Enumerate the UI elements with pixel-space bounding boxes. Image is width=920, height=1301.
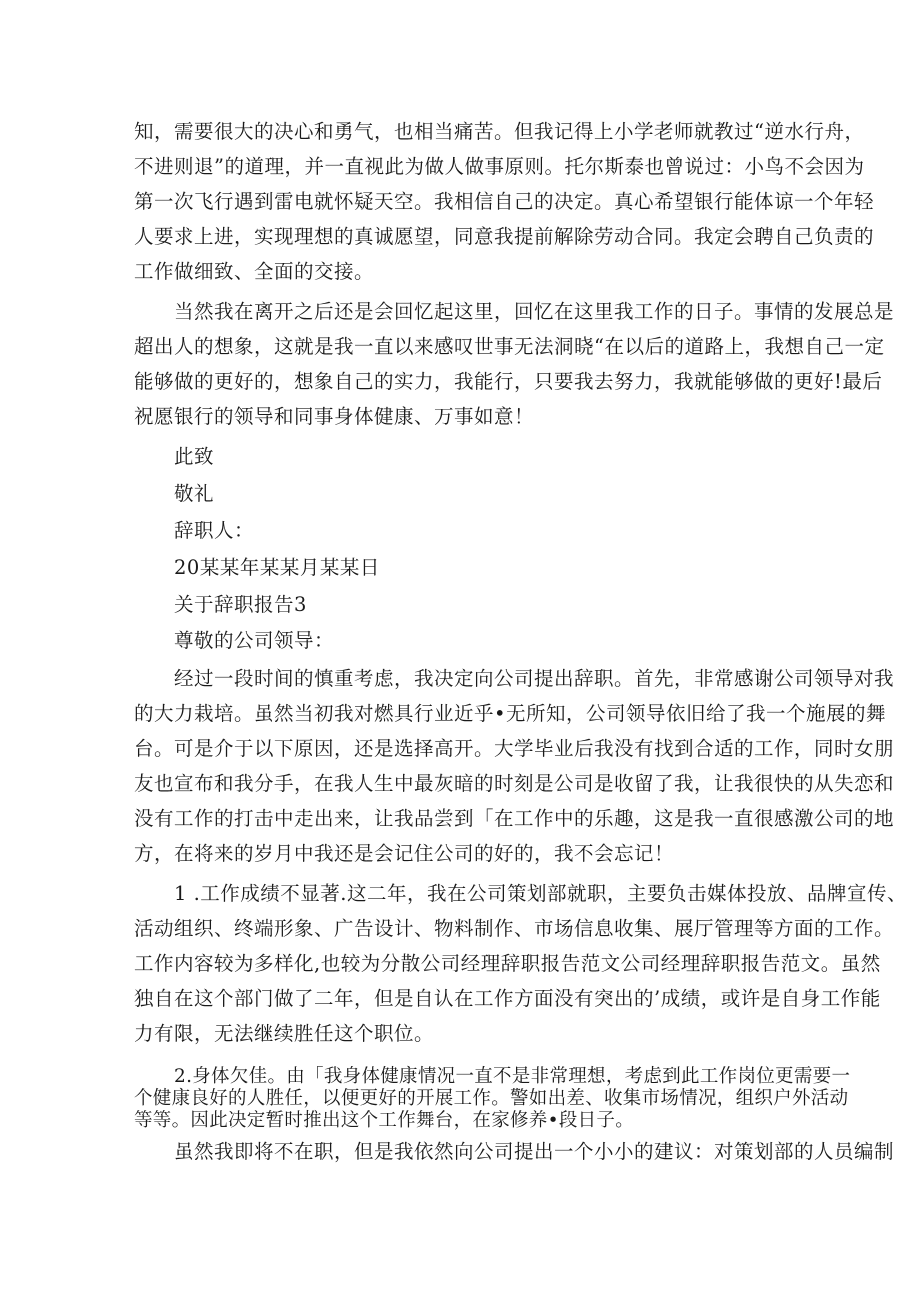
text-line: 没有工作的打击中走出来，让我品尝到「在工作中的乐趣，这是我一直很感激公司的地 (134, 807, 895, 830)
text-line: 1 .工作成绩不显著.这二年，我在公司策划部就职，主要负击媒体投放、品牌宣传、 (174, 882, 908, 905)
date-line: 20某某年某某月某某日 (174, 556, 380, 579)
text-line: 第一次飞行遇到雷电就怀疑天空。我相信自己的决定。真心希望银行能体谅一个年轻 (134, 190, 875, 213)
text-line: 独自在这个部门做了二年，但是自认在工作方面没有突出的’成绩，或许是自身工作能 (134, 987, 881, 1010)
text-line: 工作内容较为多样化,也较为分散公司经理辞职报告范文公司经理辞职报告范文。虽然 (134, 952, 881, 975)
text-line: 人要求上进，实现理想的真诚愿望，同意我提前解除劳动合同。我定会聘自己负责的 (134, 225, 875, 248)
text-line: 超出人的想象，这就是我一直以来感叹世事无法洞晓“在以后的道路上，我想自己一定 (134, 335, 885, 358)
text-line: 方，在将来的岁月中我还是会记住公司的好的，我不会忘记！ (134, 842, 675, 865)
text-line: 台。可是介于以下原因，还是选择高开。大学毕业后我没有找到合适的工作，同时女朋 (134, 737, 895, 760)
text-line: 不进则退”的道理，并一直视此为做人做事原则。托尔斯泰也曾说过：小鸟不会因为 (134, 155, 865, 178)
text-line: 当然我在离开之后还是会回忆起这里，回忆在这里我工作的日子。事情的发展总是 (174, 300, 895, 323)
text-line: 祝愿银行的领导和同事身体健康、万事如意！ (134, 405, 535, 428)
section-heading: 关于辞职报告3 (174, 593, 307, 616)
text-line: 知，需要很大的决心和勇气，也相当痛苦。但我记得上小学老师就教过“逆水行舟， (134, 120, 865, 143)
text-line: 的大力栽培。虽然当初我对燃具行业近乎•无所知，公司领导依旧给了我一个施展的舞 (134, 702, 887, 725)
text-line: 友也宣布和我分手，在我人生中最灰暗的时刻是公司是收留了我，让我很快的从失恋和 (134, 772, 895, 795)
text-line: 虽然我即将不在职，但是我依然向公司提出一个小小的建议：对策划部的人员编制 (174, 1140, 895, 1163)
text-line: 能够做的更好的，想象自己的实力，我能行，只要我去努力，我就能够做的更好!最后 (134, 370, 883, 393)
text-line: 2.身体欠佳。由「我身体健康情况一直不是非常理想，考虑到此工作岗位更需要一 (174, 1066, 851, 1087)
text-line: 工作做细致、全面的交接。 (134, 260, 375, 283)
text-line: 活动组织、终端形象、广告设计、物料制作、市场信息收集、展厅管理等方面的工作。 (134, 917, 895, 940)
salutation: 尊敬的公司领导： (174, 629, 335, 652)
text-line: 力有限，无法继续胜任这个职位。 (134, 1022, 435, 1045)
closing-cizhi: 此致 (174, 445, 215, 468)
text-line: 经过一段时间的慎重考虑，我决定向公司提出辞职。首先，非常感谢公司领导对我 (174, 667, 895, 690)
signer-label: 辞职人： (174, 519, 255, 542)
text-line: 个健康良好的人胜任，以便更好的开展工作。警如出差、收集市场情况，组织户外活动 (134, 1088, 849, 1109)
text-line: 等等。因此决定暂时推出这个工作舞台，在家修养•段日子。 (134, 1110, 635, 1131)
closing-jingli: 敬礼 (174, 482, 215, 505)
